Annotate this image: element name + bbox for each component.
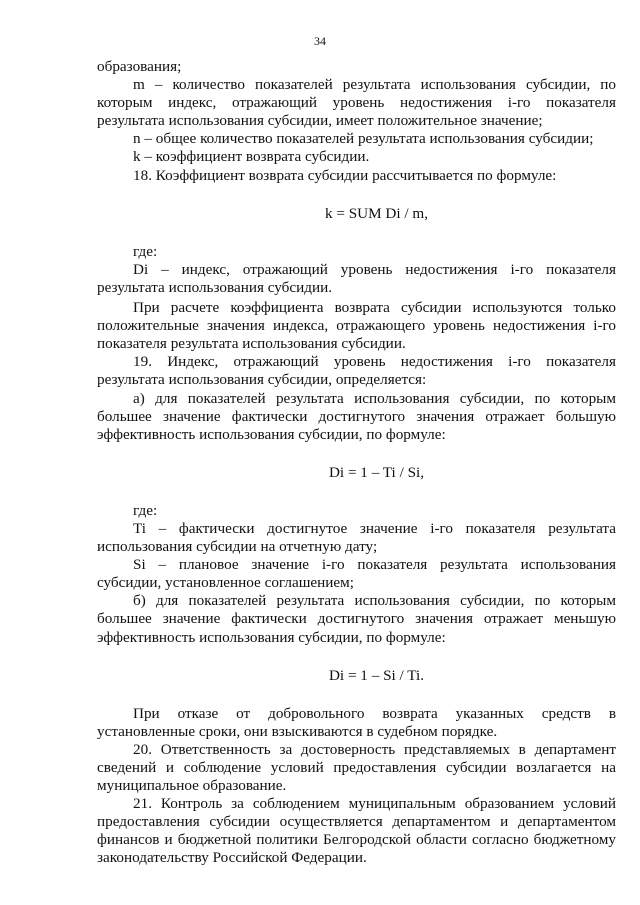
formula-di-a: Di = 1 – Ti / Si, bbox=[328, 463, 425, 481]
clause-21: 21. Контроль за соблюдением муниципальным образованием условий предоставления субсидии осуществляется департаментом и департаментом финансов и бюджетной политики Белгородской области согласно бюджетному законодательству Российской Федерации. bbox=[97, 795, 616, 867]
clause-20: 20. Ответственность за достоверность представляемых в департамент сведений и соблюдение условий предоставления субсидии возлагается на муниципальное образование. bbox=[97, 740, 616, 795]
definition-n: n – общее количество показателей результата использования субсидии; bbox=[133, 130, 594, 148]
page-number: 34 bbox=[314, 34, 326, 48]
formula-di-b: Di = 1 – Si / Ti. bbox=[328, 666, 425, 684]
refusal-clause: При отказе от добровольного возврата указанных средств в установленные сроки, они взыскиваются в судебном порядке. bbox=[97, 704, 616, 740]
document-body bbox=[97, 58, 616, 868]
where-label-1: где: bbox=[133, 242, 158, 260]
note-positive-values: При расчете коэффициента возврата субсидии используются только положительные значения индекса, отражающего уровень недостижения i-го показателя результата использования субсидии. bbox=[97, 299, 616, 353]
clause-19-b: б) для показателей результата использования субсидии, по которым большее значение фактически достигнутого значения отражает меньшую эффективность использования субсидии, по формуле: bbox=[97, 592, 616, 646]
definition-k: k – коэффициент возврата субсидии. bbox=[133, 148, 370, 166]
definition-di: Di – индекс, отражающий уровень недостижения i-го показателя результата использования субсидии. bbox=[97, 260, 616, 296]
paragraph-continuation: образования; bbox=[97, 58, 182, 75]
clause-19: 19. Индекс, отражающий уровень недостижения i-го показателя результата использования субсидии, определяется: bbox=[97, 353, 616, 389]
clause-18: 18. Коэффициент возврата субсидии рассчитывается по формуле: bbox=[133, 166, 557, 184]
where-label-2: где: bbox=[133, 501, 158, 519]
definition-si: Si – плановое значение i-го показателя результата использования субсидии, установленное соглашением; bbox=[97, 556, 616, 592]
formula-k: k = SUM Di / m, bbox=[324, 204, 429, 222]
definition-m: m – количество показателей результата использования субсидии, по которым индекс, отражающий уровень недостижения i-го показателя результата использования субсидии, имеет положительное значение; bbox=[97, 76, 616, 130]
definition-ti: Ti – фактически достигнутое значение i-го показателя результата использования субсидии на отчетную дату; bbox=[97, 519, 616, 556]
clause-19-a: а) для показателей результата использования субсидии, по которым большее значение фактически достигнутого значения отражает большую эффективность использования субсидии, по формуле: bbox=[97, 389, 616, 443]
